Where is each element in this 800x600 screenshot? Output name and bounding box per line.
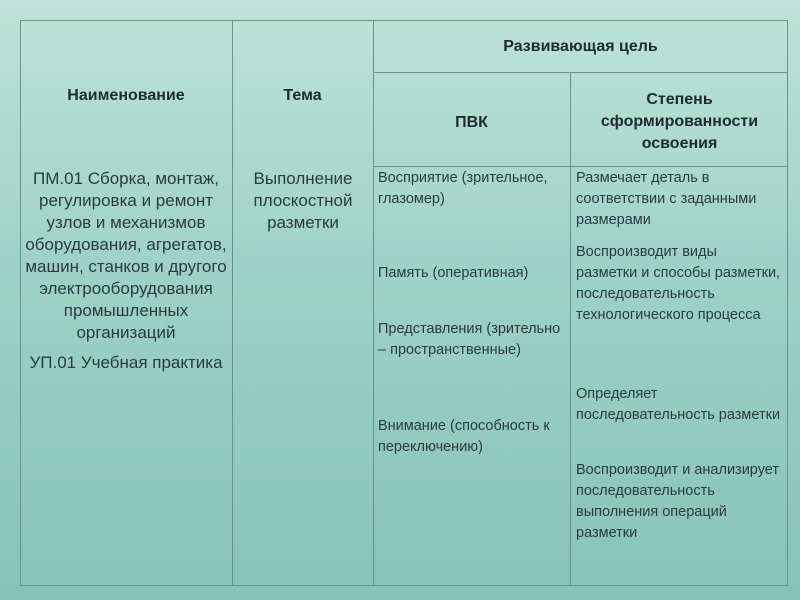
- pvk-item-3: Представления (зрительно – пространственные): [378, 321, 561, 358]
- theme-cell: Выполнение плоскостной разметки: [253, 169, 353, 232]
- module-text: ПМ.01 Сборка, монтаж, регулировка и ремонт узлов и механизмов оборудования, агрегатов, машин, станков и другого электрооборудования промышленных организаций: [25, 169, 227, 342]
- pvk-item-4: Внимание (способность к переключению): [378, 418, 550, 455]
- pvk-item-1: Восприятие (зрительное, глазомер): [378, 170, 548, 207]
- practice-text: УП.01 Учебная практика: [29, 353, 223, 372]
- table-border-top: [20, 20, 788, 21]
- header-developing-goal: Развивающая цель: [503, 38, 658, 55]
- degree-item-1: Размечает деталь в соответствии с заданными размерами: [576, 170, 757, 228]
- header-bottom-divider: [373, 166, 788, 167]
- degree-item-4: Воспроизводит и анализирует последовательность выполнения операций разметки: [576, 462, 780, 541]
- header-degree: Степень сформированности освоения: [600, 91, 759, 152]
- pvk-item-2: Память (оперативная): [378, 265, 529, 281]
- table-border-bottom: [20, 585, 788, 586]
- competency-table: [20, 20, 788, 586]
- name-cell: [20, 168, 232, 374]
- header-name: Наименование: [67, 87, 185, 104]
- degree-item-2: Воспроизводит виды разметки и способы разметки, последовательность технологического процесса: [576, 244, 781, 323]
- column-divider-2: [373, 20, 374, 586]
- degree-item-3: Определяет последовательность разметки: [576, 386, 781, 423]
- header-theme: Тема: [283, 87, 322, 104]
- header-pvk: ПВК: [455, 114, 488, 131]
- header-subdivider: [373, 72, 788, 73]
